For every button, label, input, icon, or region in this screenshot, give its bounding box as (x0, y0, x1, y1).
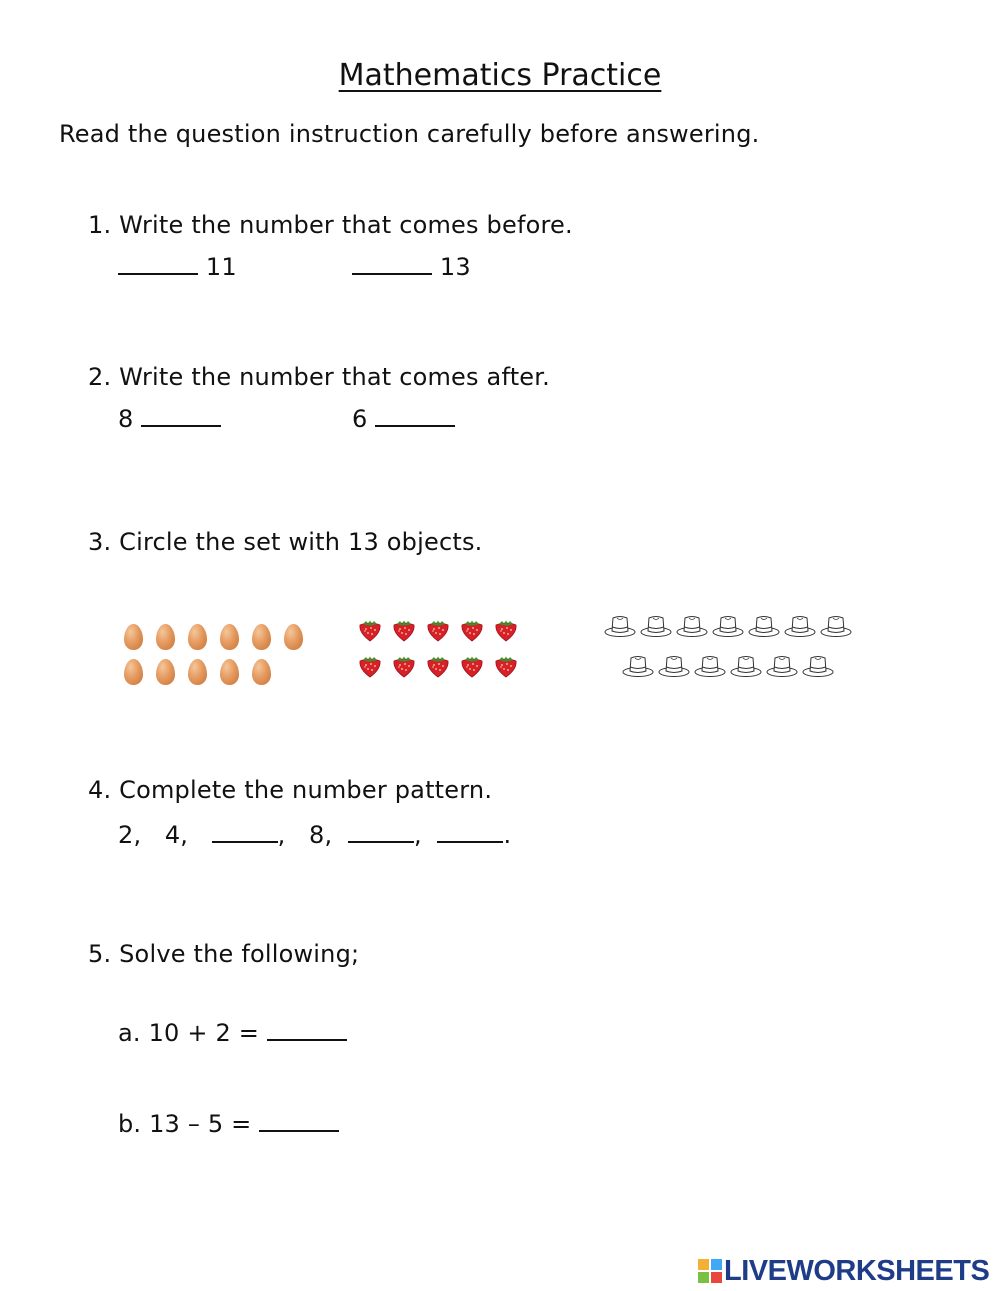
answer-blank[interactable] (348, 839, 414, 843)
question-1-item-a: 11 (118, 253, 237, 281)
question-1-prompt: 1. Write the number that comes before. (88, 211, 573, 239)
egg-set[interactable] (124, 624, 314, 690)
egg-icon (156, 624, 175, 650)
answer-blank[interactable] (437, 839, 503, 843)
answer-blank[interactable] (212, 839, 278, 843)
question-2-item-b: 6 (352, 405, 455, 433)
question-5-prompt: 5. Solve the following; (88, 940, 360, 968)
egg-icon (252, 624, 271, 650)
strawberry-icon (392, 656, 416, 678)
hat-icon (694, 654, 726, 678)
hat-icon (802, 654, 834, 678)
strawberry-icon (494, 656, 518, 678)
strawberry-icon (426, 656, 450, 678)
logo-text: LIVEWORKSHEETS (724, 1255, 990, 1287)
egg-icon (156, 659, 175, 685)
strawberry-icon (494, 620, 518, 642)
answer-blank[interactable] (375, 423, 455, 427)
strawberry-icon (460, 620, 484, 642)
egg-icon (284, 624, 303, 650)
question-1-item-b: 13 (352, 253, 471, 281)
egg-icon (188, 659, 207, 685)
question-2-item-a: 8 (118, 405, 221, 433)
egg-icon (124, 624, 143, 650)
answer-blank[interactable] (118, 271, 198, 275)
strawberry-icon (392, 620, 416, 642)
answer-blank[interactable] (267, 1037, 347, 1041)
strawberry-set[interactable] (358, 620, 528, 686)
answer-blank[interactable] (259, 1128, 339, 1132)
hat-icon (784, 614, 816, 638)
question-5b: b. 13 – 5 = (118, 1110, 339, 1138)
question-5a: a. 10 + 2 = (118, 1019, 347, 1047)
strawberry-icon (358, 656, 382, 678)
logo-mark-icon (698, 1259, 722, 1283)
egg-icon (188, 624, 207, 650)
question-3-prompt: 3. Circle the set with 13 objects. (88, 528, 483, 556)
egg-icon (220, 624, 239, 650)
question-4-prompt: 4. Complete the number pattern. (88, 776, 493, 804)
hat-icon (604, 614, 636, 638)
egg-icon (220, 659, 239, 685)
hat-icon (820, 614, 852, 638)
instruction-text: Read the question instruction carefully before answering. (59, 120, 760, 148)
strawberry-icon (426, 620, 450, 642)
number-pattern: 2, 4, , 8, , . (118, 821, 512, 849)
answer-blank[interactable] (141, 423, 221, 427)
hat-set[interactable] (604, 614, 864, 694)
egg-icon (252, 659, 271, 685)
hat-icon (658, 654, 690, 678)
answer-blank[interactable] (352, 271, 432, 275)
hat-icon (730, 654, 762, 678)
hat-icon (712, 614, 744, 638)
egg-icon (124, 659, 143, 685)
hat-icon (748, 614, 780, 638)
question-2-prompt: 2. Write the number that comes after. (88, 363, 550, 391)
strawberry-icon (358, 620, 382, 642)
hat-icon (622, 654, 654, 678)
hat-icon (766, 654, 798, 678)
page-title: Mathematics Practice (338, 58, 662, 93)
hat-icon (676, 614, 708, 638)
strawberry-icon (460, 656, 484, 678)
hat-icon (640, 614, 672, 638)
